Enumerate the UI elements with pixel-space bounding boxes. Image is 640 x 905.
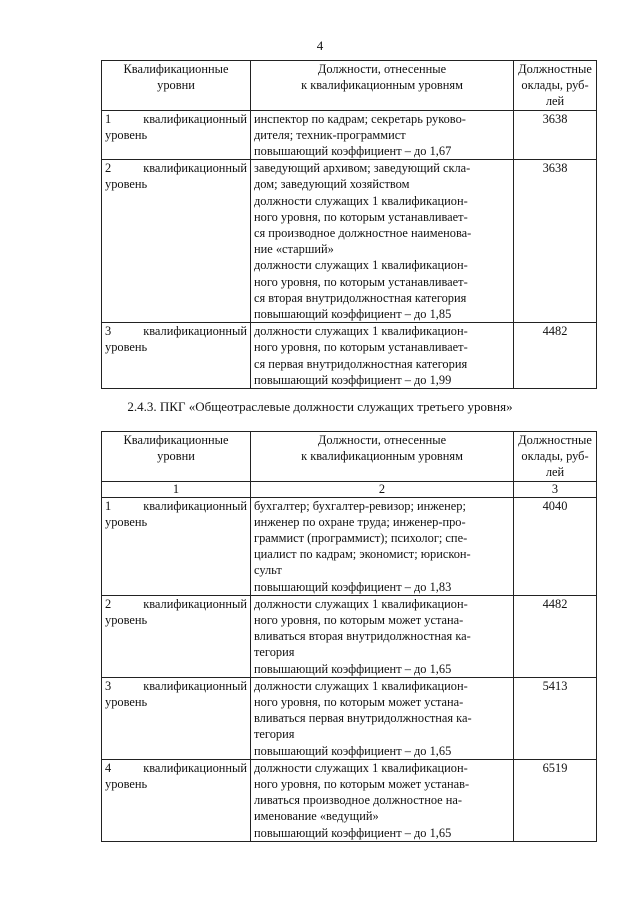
positions-cell [251,323,514,389]
position-line: дителя; техник-программист [254,127,406,142]
qualification-level-text: уровень [105,695,148,710]
pkg-table-second-level [101,60,597,389]
table-header-row [102,432,597,482]
position-line: тегория [254,645,295,660]
table-row [102,323,597,389]
table-row [102,595,597,677]
qualification-level-text: уровень [105,127,148,142]
qualification-level-cell [102,497,251,595]
position-line: ся вторая внутридолжностная категория [254,290,467,305]
qualification-level-cell [102,595,251,677]
salary-cell: 3638 [514,110,597,160]
page-number: 4 [316,38,324,53]
position-line: граммист (программист); психолог; спе- [254,531,468,546]
table-row [102,160,597,323]
position-line: именование «ведущий» [254,809,379,824]
positions-cell [251,677,514,759]
position-line: повышающий коэффициент – до 1,85 [254,307,452,322]
position-line: сульт [254,563,282,578]
table-header-row [102,61,597,111]
qualification-level-text: уровень [105,613,148,628]
position-line: вливаться вторая внутридолжностная ка- [254,629,471,644]
qualification-level-text: 1 квалификационный [105,111,247,126]
position-line: инспектор по кадрам; секретарь руково- [254,111,466,126]
position-line: ного уровня, по которым может устана- [254,613,464,628]
qualification-level-text: 3 квалификационный [105,324,247,339]
position-line: ние «старший» [254,242,334,257]
qualification-level-cell [102,110,251,160]
position-line: ного уровня, по которым может устанав- [254,777,470,792]
table-row [102,677,597,759]
position-line: должности служащих 1 квалификацион- [254,324,468,339]
salary-cell: 5413 [514,677,597,759]
qualification-level-text: 2 квалификационный [105,596,247,611]
qualification-level-text: 1 квалификационный [105,498,247,513]
section-title: 2.4.3. ПКГ «Общеотраслевые должности служащих третьего уровня» [127,399,513,414]
qualification-level-text: 3 квалификационный [105,678,247,693]
qualification-level-text: уровень [105,777,148,792]
position-line: ного уровня, по которым устанавливает- [254,340,468,355]
table-row [102,759,597,841]
column-number: 1 [102,481,251,497]
header-qualification-levels: Квалификационные уровни [102,432,251,482]
position-line: тегория [254,727,295,742]
qualification-level-cell [102,160,251,323]
qualification-level-text: уровень [105,514,148,529]
qualification-level-cell [102,759,251,841]
position-line: инженер по охране труда; инженер-про- [254,514,466,529]
position-line: ливаться производное должностное на- [254,793,463,808]
position-line: вливаться первая внутридолжностная ка- [254,711,472,726]
salary-cell: 4040 [514,497,597,595]
position-line: ся производное должностное наименова- [254,226,472,241]
qualification-level-text: уровень [105,340,148,355]
salary-cell: 4482 [514,595,597,677]
header-qualification-levels: Квалификационные уровни [102,61,251,111]
qualification-level-cell [102,323,251,389]
position-line: должности служащих 1 квалификацион- [254,760,468,775]
position-line: должности служащих 1 квалификацион- [254,258,468,273]
header-positions: Должности, отнесенные к квалификационным уровням [251,61,514,111]
salary-cell: 3638 [514,160,597,323]
position-line: повышающий коэффициент – до 1,83 [254,579,452,594]
position-line: циалист по кадрам; экономист; юрискон- [254,547,471,562]
position-line: ного уровня, по которым устанавливает- [254,209,468,224]
header-salaries: Должностные оклады, руб- лей [514,432,597,482]
position-line: ного уровня, по которым может устана- [254,695,464,710]
position-line: повышающий коэффициент – до 1,67 [254,144,452,159]
position-line: повышающий коэффициент – до 1,65 [254,743,452,758]
position-line: дом; заведующий хозяйством [254,177,410,192]
salary-cell: 6519 [514,759,597,841]
position-line: повышающий коэффициент – до 1,65 [254,825,452,840]
position-line: должности служащих 1 квалификацион- [254,596,468,611]
positions-cell [251,160,514,323]
table-row [102,110,597,160]
position-line: повышающий коэффициент – до 1,99 [254,372,452,387]
position-line: должности служащих 1 квалификацион- [254,678,468,693]
qualification-level-cell [102,677,251,759]
column-number-row [102,481,597,497]
qualification-level-text: 4 квалификационный [105,760,247,775]
positions-cell [251,595,514,677]
header-positions: Должности, отнесенные к квалификационным уровням [251,432,514,482]
positions-cell [251,497,514,595]
position-line: повышающий коэффициент – до 1,65 [254,661,452,676]
positions-cell [251,110,514,160]
table-row [102,497,597,595]
column-number: 2 [251,481,514,497]
column-number: 3 [514,481,597,497]
position-line: ного уровня, по которым устанавливает- [254,274,468,289]
pkg-table-third-level [101,431,597,842]
position-line: заведующий архивом; заведующий скла- [254,161,471,176]
position-line: бухгалтер; бухгалтер-ревизор; инженер; [254,498,466,513]
qualification-level-text: 2 квалификационный [105,161,247,176]
salary-cell: 4482 [514,323,597,389]
position-line: должности служащих 1 квалификацион- [254,193,468,208]
header-salaries: Должностные оклады, руб- лей [514,61,597,111]
position-line: ся первая внутридолжностная категория [254,356,468,371]
qualification-level-text: уровень [105,177,148,192]
positions-cell [251,759,514,841]
